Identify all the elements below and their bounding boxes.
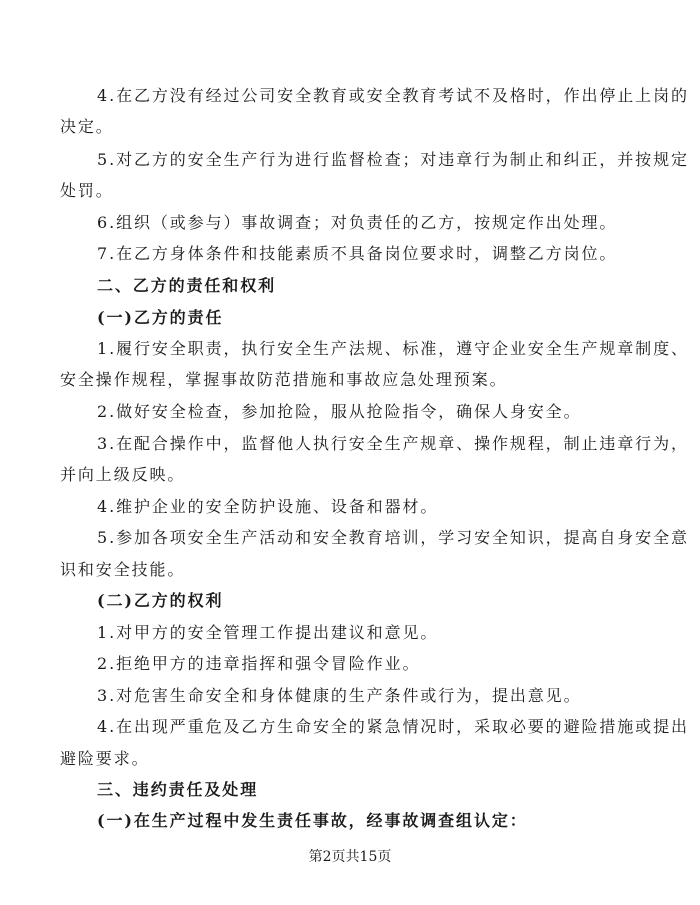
subsection-heading: (二)乙方的权利 — [97, 591, 224, 610]
paragraph-line: 避险要求。 — [60, 749, 150, 768]
paragraph-line: 4.在乙方没有经过公司安全教育或安全教育考试不及格时，作出停止上岗的 — [97, 86, 689, 105]
section-heading: 二、乙方的责任和权利 — [97, 276, 277, 295]
paragraph-line: 安全操作规程，掌握事故防范措施和事故应急处理预案。 — [60, 370, 508, 389]
paragraph-line: 1.履行安全职责，执行安全生产法规、标准，遵守企业安全生产规章制度、 — [97, 339, 689, 358]
paragraph-line: 3.对危害生命安全和身体健康的生产条件或行为，提出意见。 — [97, 686, 582, 705]
paragraph-line: 7.在乙方身体条件和技能素质不具备岗位要求时，调整乙方岗位。 — [97, 244, 618, 263]
paragraph-line: 识和安全技能。 — [60, 560, 186, 579]
paragraph-line: 2.拒绝甲方的违章指挥和强令冒险作业。 — [97, 654, 421, 673]
paragraph-line: 处罚。 — [60, 181, 114, 200]
page-number-footer: 第2页共15页 — [308, 849, 392, 865]
paragraph-line: 4.在出现严重危及乙方生命安全的紧急情况时，采取必要的避险措施或提出 — [97, 717, 689, 736]
paragraph-line: 5.参加各项安全生产活动和安全教育培训，学习安全知识，提高自身安全意 — [97, 528, 689, 547]
paragraph-line: 并向上级反映。 — [60, 465, 186, 484]
paragraph-line: 6.组织（或参与）事故调查；对负责任的乙方，按规定作出处理。 — [97, 213, 618, 232]
paragraph-line: 3.在配合操作中，监督他人执行安全生产规章、操作规程，制止违章行为， — [97, 434, 689, 453]
paragraph-line: 决定。 — [60, 117, 114, 136]
subsection-heading: (一)乙方的责任 — [97, 308, 224, 327]
paragraph-line: 2.做好安全检查，参加抢险，服从抢险指令，确保人身安全。 — [97, 402, 582, 421]
paragraph-line: 4.维护企业的安全防护设施、设备和器材。 — [97, 497, 439, 516]
paragraph-line: 5.对乙方的安全生产行为进行监督检查；对违章行为制止和纠正，并按规定 — [97, 150, 689, 169]
subsection-heading: (一)在生产过程中发生责任事故，经事故调查组认定： — [97, 811, 528, 830]
section-heading: 三、违约责任及处理 — [97, 780, 259, 799]
paragraph-line: 1.对甲方的安全管理工作提出建议和意见。 — [97, 623, 439, 642]
